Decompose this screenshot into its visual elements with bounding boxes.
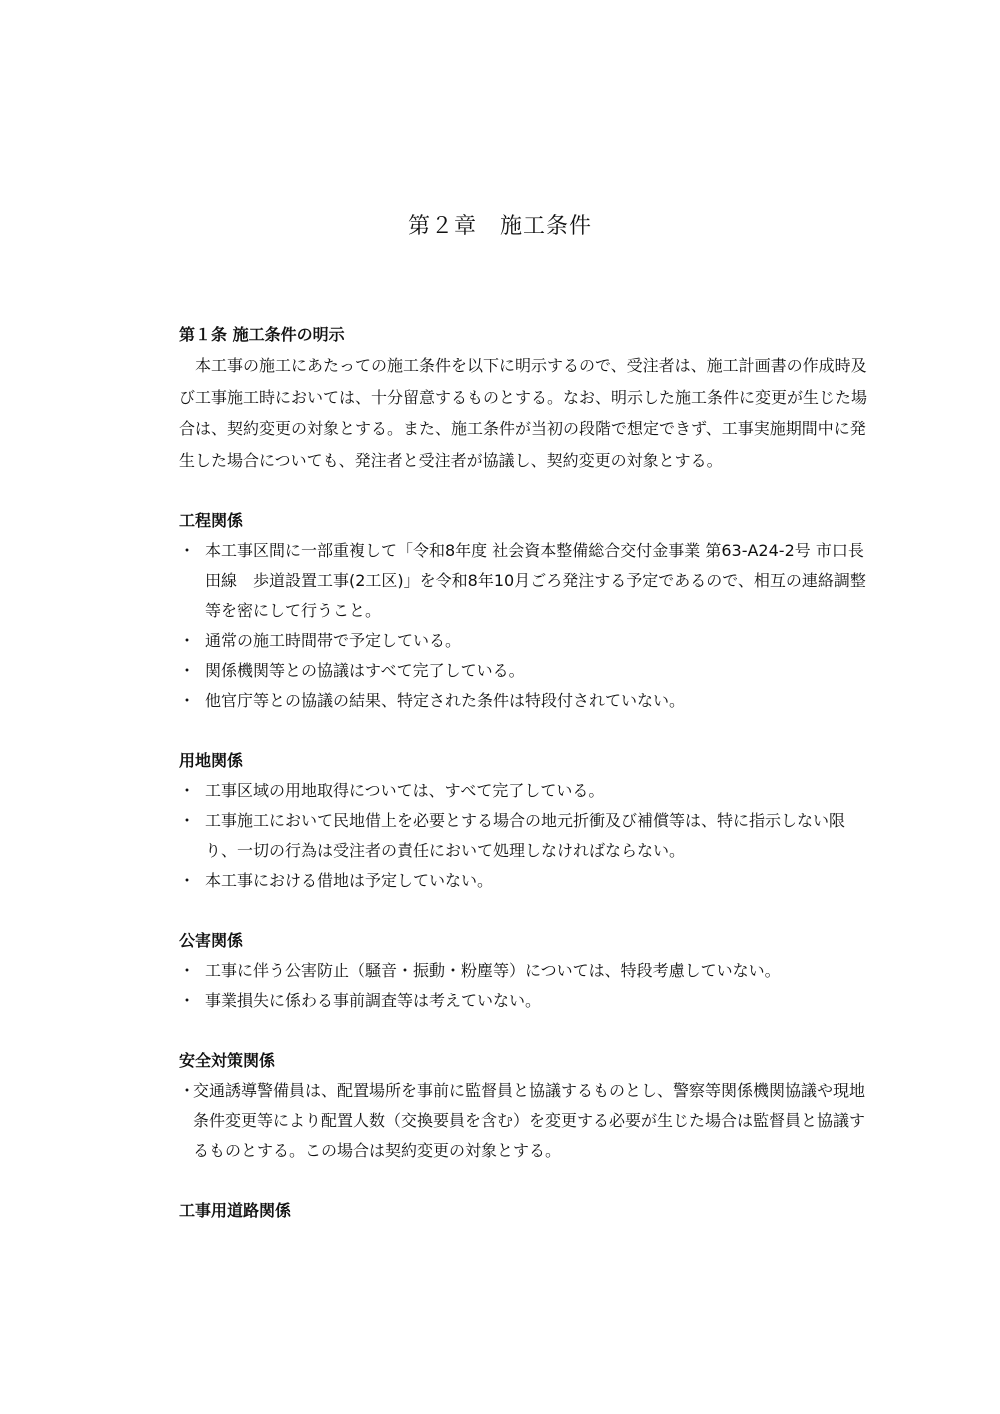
bullet-mark: ・	[179, 811, 196, 830]
bullet-list	[179, 1076, 869, 1166]
list-item-text: 交通誘導警備員は、配置場所を事前に監督員と協議するものとし、警察等関係機関協議や現地条件変更等により配置人数（交換要員を含む）を変更する必要が生じた場合は監督員と協議するものとする。この場合は契約変更の対象とする。	[193, 1081, 866, 1160]
bullet-list	[179, 776, 869, 896]
document-body	[179, 320, 869, 1226]
list-item	[179, 986, 869, 1016]
bullet-mark: ・	[179, 781, 196, 800]
article-heading: 第１条 施工条件の明示	[179, 325, 345, 344]
list-item	[179, 626, 869, 656]
list-item-text: 通常の施工時間帯で予定している。	[205, 631, 462, 650]
list-item	[179, 1076, 869, 1166]
list-item-text: 工事に伴う公害防止（騒音・振動・粉塵等）については、特段考慮していない。	[205, 961, 781, 980]
bullet-list	[179, 536, 869, 716]
bullet-mark: ・	[179, 1081, 196, 1100]
list-item	[179, 806, 869, 866]
bullet-mark: ・	[179, 661, 196, 680]
list-item	[179, 776, 869, 806]
list-item-text: 他官庁等との協議の結果、特定された条件は特段付されていない。	[205, 691, 686, 710]
bullet-list	[179, 956, 869, 1016]
list-item-text: 工事施工において民地借上を必要とする場合の地元折衝及び補償等は、特に指示しない限り、一切の行為は受注者の責任において処理しなければならない。	[205, 811, 846, 860]
section-heading: 公害関係	[179, 931, 244, 950]
list-item-text: 事業損失に係わる事前調査等は考えていない。	[205, 991, 542, 1010]
list-item	[179, 866, 869, 896]
bullet-mark: ・	[179, 691, 196, 710]
bullet-mark: ・	[179, 541, 196, 560]
list-item	[179, 536, 869, 626]
section-land	[179, 746, 869, 896]
section-heading: 工程関係	[179, 511, 244, 530]
article-body: 本工事の施工にあたっての施工条件を以下に明示するので、受注者は、施工計画書の作成時及び工事施工時においては、十分留意するものとする。なお、明示した施工条件に変更が生じた場合は、契約変更の対象とする。また、施工条件が当初の段階で想定できず、工事実施期間中に発生した場合についても、発注者と受注者が協議し、契約変更の対象とする。	[179, 356, 868, 470]
section-work-road	[179, 1196, 869, 1226]
section-heading: 安全対策関係	[179, 1051, 276, 1070]
section-pollution	[179, 926, 869, 1016]
list-item-text: 本工事における借地は予定していない。	[205, 871, 494, 890]
section-heading: 工事用道路関係	[179, 1201, 292, 1220]
section-safety	[179, 1046, 869, 1166]
bullet-mark: ・	[179, 991, 196, 1010]
list-item	[179, 956, 869, 986]
list-item	[179, 656, 869, 686]
section-schedule	[179, 506, 869, 716]
bullet-mark: ・	[179, 631, 196, 650]
bullet-mark: ・	[179, 871, 196, 890]
section-heading: 用地関係	[179, 751, 244, 770]
bullet-mark: ・	[179, 961, 196, 980]
list-item-text: 関係機関等との協議はすべて完了している。	[205, 661, 525, 680]
list-item-text: 本工事区間に一部重複して「令和8年度 社会資本整備総合交付金事業 第63-A24-2号 市口長田線 歩道設置工事(2工区)」を令和8年10月ごろ発注する予定であるので、相互の連絡調整等を密にして行うこと。	[205, 541, 866, 620]
list-item-text: 工事区域の用地取得については、すべて完了している。	[205, 781, 605, 800]
chapter-title: 第２章 施工条件	[407, 214, 592, 239]
list-item	[179, 686, 869, 716]
